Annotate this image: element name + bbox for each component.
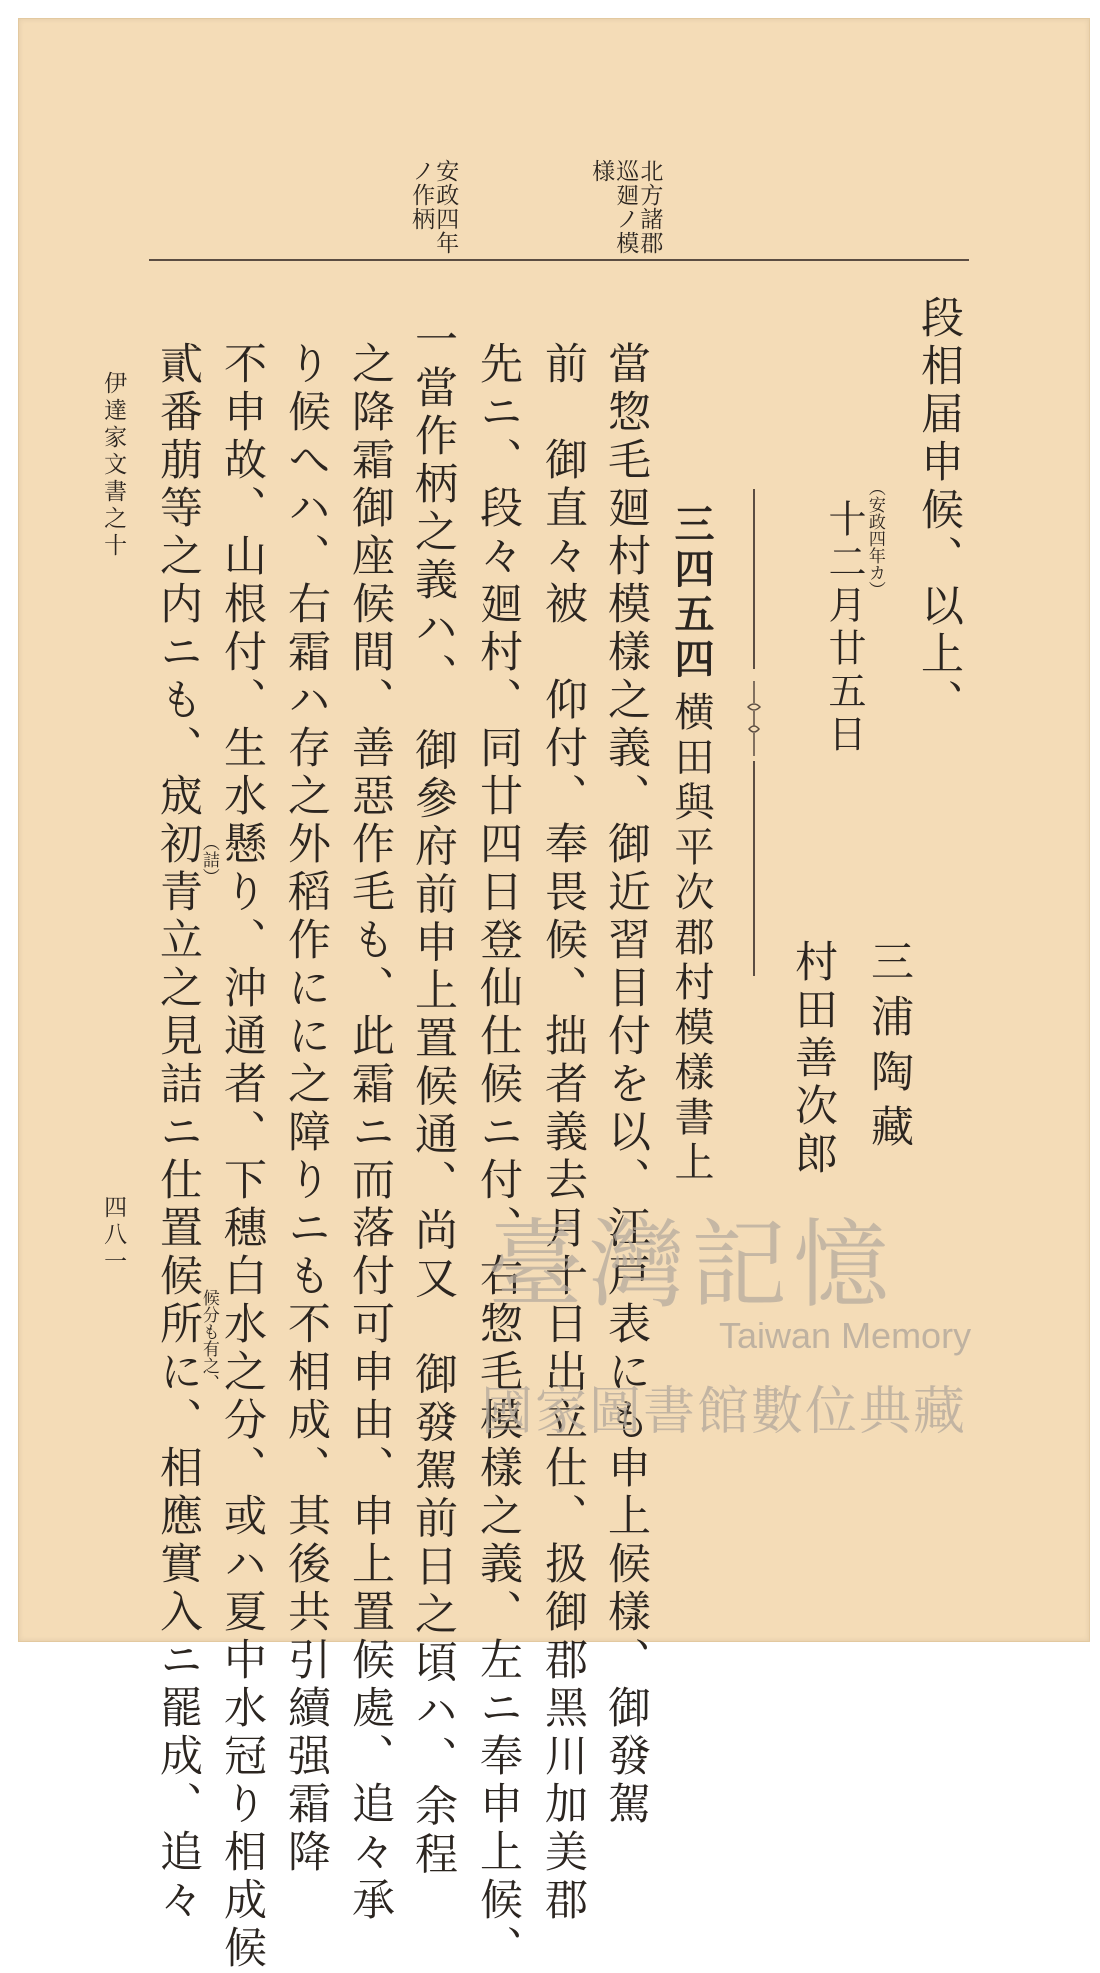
separator-line-bottom: [753, 761, 755, 976]
body-line-3: 先ニ、段々廻村、同廿四日登仙仕候ニ付、右惣毛模樣之義、左ニ奉申上候、: [473, 341, 523, 1973]
closing-line: 段相届申候、以上、: [914, 295, 964, 727]
sender-1: 三浦陶藏: [864, 939, 914, 1159]
watermark-org: 國家圖書館數位典藏: [481, 1383, 968, 1441]
date: 十二月廿五日: [822, 499, 866, 757]
body-line-1: 當惣毛廻村模樣之義、御近習目付を以、江戸表にも申上候樣、御發駕: [601, 341, 651, 1829]
marginal-note-1: 北方諸郡 巡廻ノ模 様: [588, 159, 663, 255]
header-rule: [149, 259, 969, 261]
date-note: （安政四年カ）: [864, 479, 885, 598]
body-line-8: 貳番萠等之内ニも、宬初青立之見詰ニ仕置候所に、相應實入ニ罷成、追々: [153, 341, 203, 1925]
document-title: 横田與平次郡村模樣書上: [668, 691, 714, 1186]
body-line-2: 前 御直々被 仰付、奉畏候、拙者義去月十日出立仕、扱御郡黑川加美郡: [538, 341, 588, 1925]
body-line-7: 不申故、山根付、生水懸り、沖通者、下穗白水之分、或ハ夏中水冠り相成候: [217, 341, 267, 1973]
watermark-latin: Taiwan Memory: [719, 1315, 972, 1356]
watermark-cjk: 臺灣記憶: [487, 1209, 895, 1321]
separator-ornament: [743, 681, 765, 756]
body-line-5: 之降霜御座候間、善惡作毛も、此霜ニ而落付可申由、申上置候處、追々承: [345, 341, 395, 1925]
interlinear-correction: （詰）: [198, 834, 219, 885]
marginal-note-2: 安政四年 ノ作柄: [408, 159, 459, 255]
body-line-4: 一當作柄之義ハ、 御參府前申上置候通、尚又 御發駕前日之頃ハ、余程: [408, 317, 458, 1880]
page-number: 四八一: [100, 1195, 127, 1276]
body-line-6: り候へハ、右霜ハ存之外稻作にに之障りニも不相成、其後共引續强霜降: [281, 341, 331, 1877]
separator-line-top: [753, 489, 755, 669]
document-number: 三四五四: [668, 503, 715, 683]
book-title: 伊達家文書之十: [100, 371, 127, 560]
sender-2: 村田善次郎: [788, 939, 838, 1179]
document-page: [18, 18, 1090, 1973]
interlinear-note: 候分も有之、: [198, 1289, 219, 1391]
